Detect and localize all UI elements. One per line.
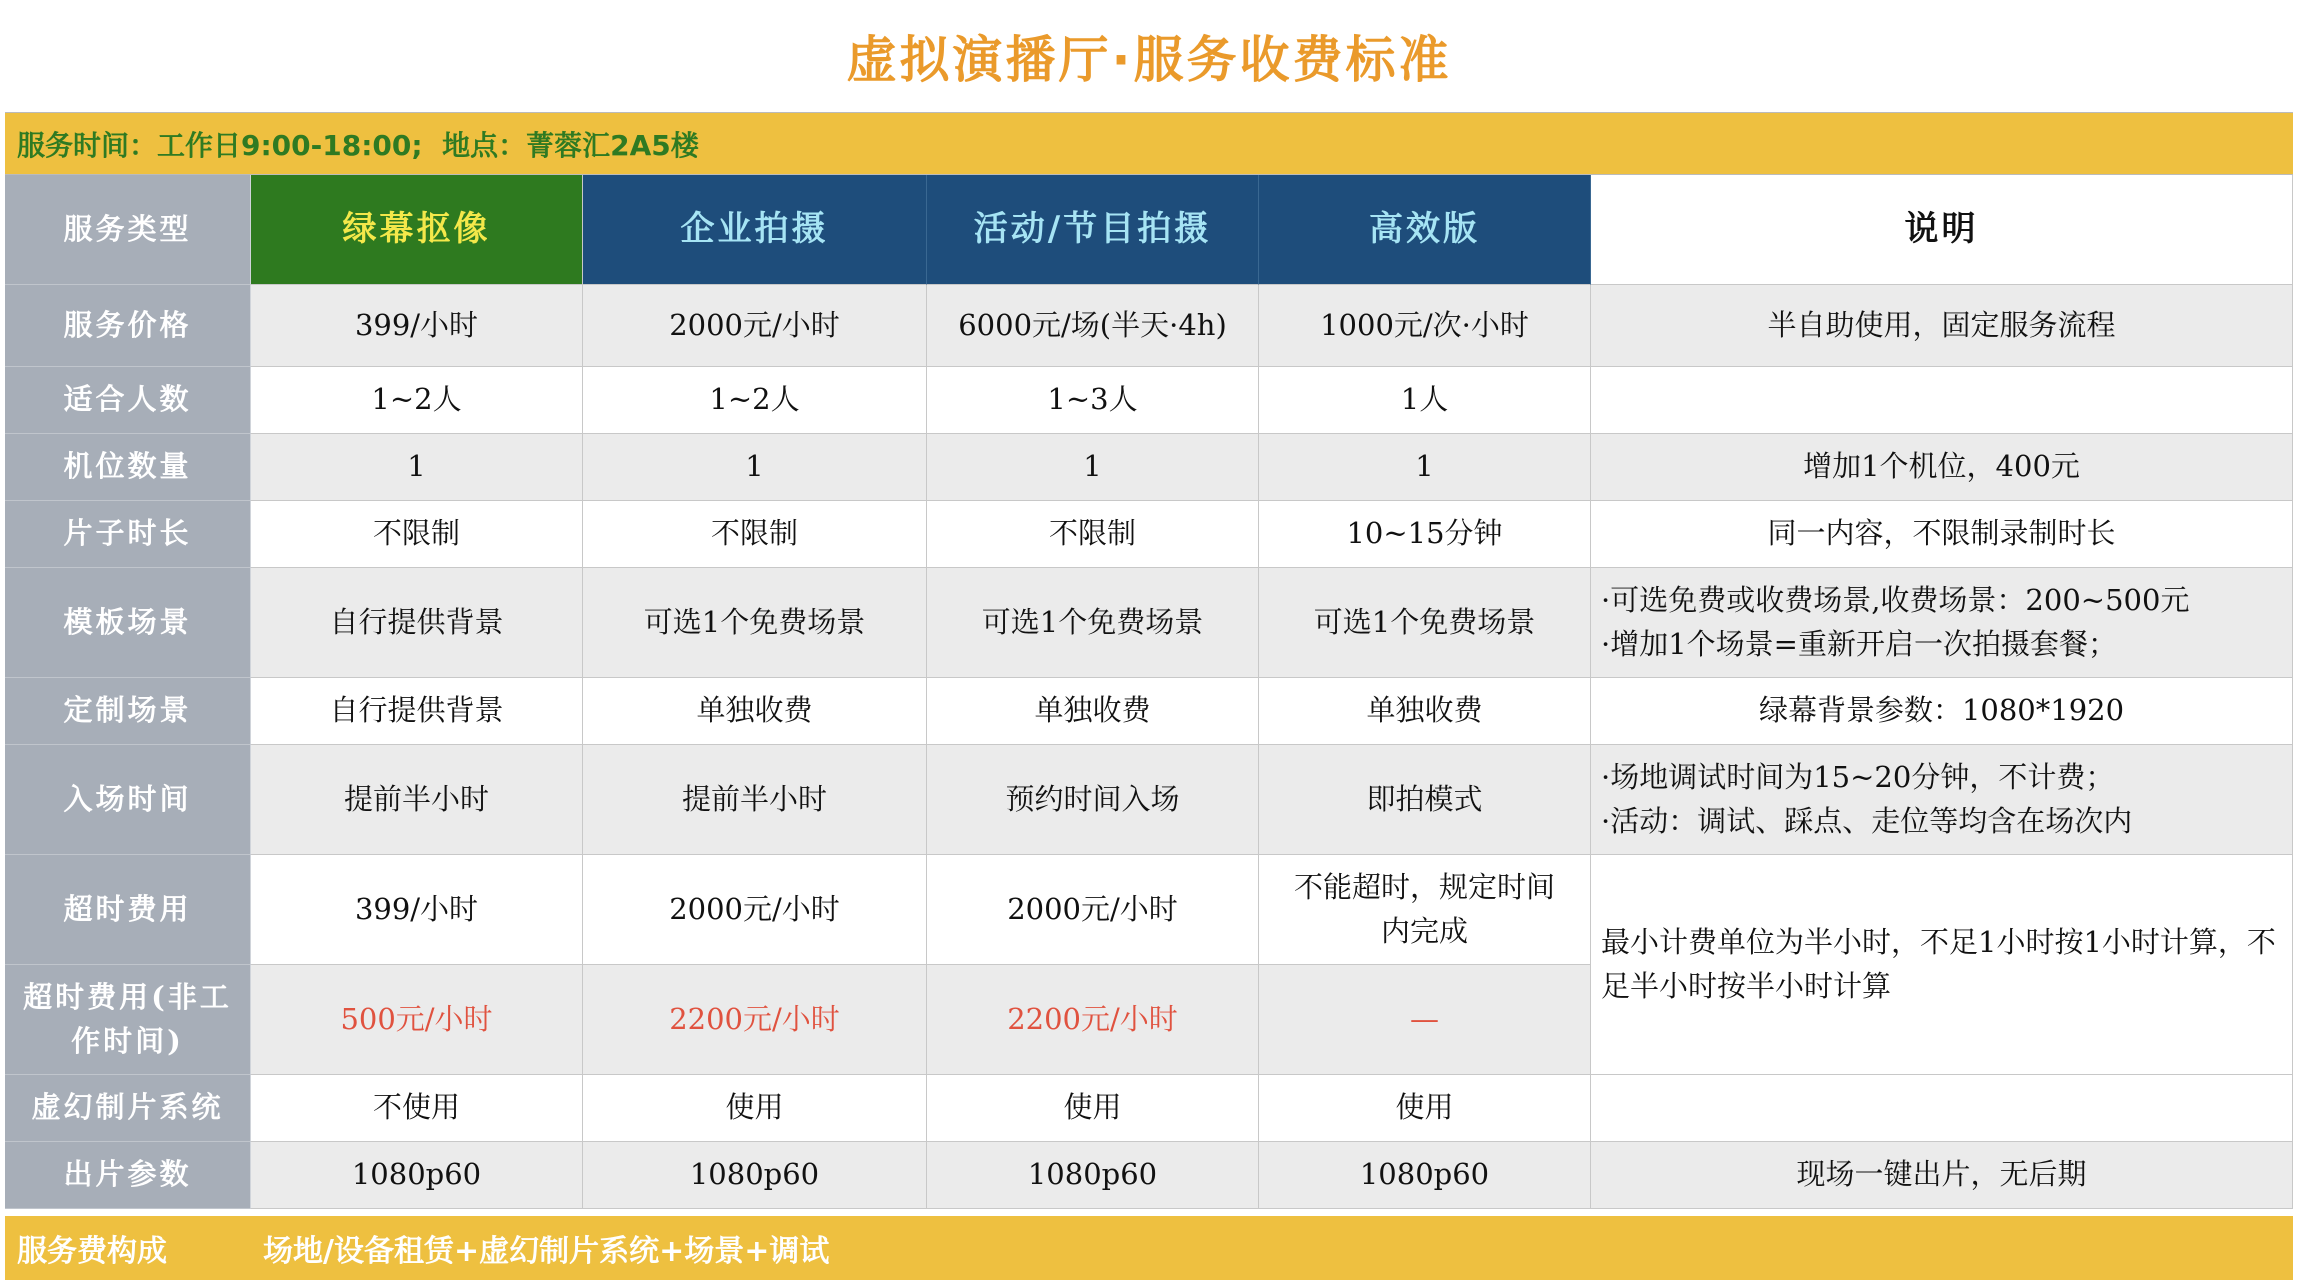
note-unreal-system: [1591, 1075, 2293, 1142]
cell-duration-efficient: 10~15分钟: [1259, 501, 1591, 568]
cell-cameras-efficient: 1: [1259, 434, 1591, 501]
cell-duration-greenscreen: 不限制: [251, 501, 583, 568]
cell-duration-event: 不限制: [927, 501, 1259, 568]
row-label-unreal-system: 虚幻制片系统: [5, 1075, 251, 1142]
cell-template-corporate: 可选1个免费场景: [583, 568, 927, 678]
cell-cameras-event: 1: [927, 434, 1259, 501]
header-efficient: 高效版: [1259, 175, 1591, 285]
cell-output-efficient: 1080p60: [1259, 1142, 1591, 1209]
note-output: 现场一键出片，无后期: [1591, 1142, 2293, 1209]
cell-output-corporate: 1080p60: [583, 1142, 927, 1209]
pricing-table: [5, 175, 2293, 1209]
cell-entry-event: 预约时间入场: [927, 745, 1259, 855]
cell-custom-greenscreen: 自行提供背景: [251, 678, 583, 745]
row-label-template-scene: 模板场景: [5, 568, 251, 678]
cell-unreal-efficient: 使用: [1259, 1075, 1591, 1142]
cell-custom-event: 单独收费: [927, 678, 1259, 745]
cell-unreal-event: 使用: [927, 1075, 1259, 1142]
note-entry-time: [1591, 745, 2293, 855]
note-template-scene: [1591, 568, 2293, 678]
header-event: 活动/节目拍摄: [927, 175, 1259, 285]
cell-offhours-event: 2200元/小时: [927, 965, 1259, 1075]
note-people: [1591, 367, 2293, 434]
header-service-type: 服务类型: [5, 175, 251, 285]
row-label-people: 适合人数: [5, 367, 251, 434]
row-label-overtime: 超时费用: [5, 855, 251, 965]
row-label-duration: 片子时长: [5, 501, 251, 568]
note-price: 半自助使用，固定服务流程: [1591, 285, 2293, 367]
cell-price-efficient: 1000元/次·小时: [1259, 285, 1591, 367]
cell-output-event: 1080p60: [927, 1142, 1259, 1209]
header-greenscreen: 绿幕抠像: [251, 175, 583, 285]
cell-entry-efficient: 即拍模式: [1259, 745, 1591, 855]
cell-custom-efficient: 单独收费: [1259, 678, 1591, 745]
service-info-bar: [5, 112, 2293, 175]
cell-price-event: 6000元/场(半天·4h): [927, 285, 1259, 367]
row-label-cameras: 机位数量: [5, 434, 251, 501]
cell-overtime-event: 2000元/小时: [927, 855, 1259, 965]
note-entry-line-1: ·场地调试时间为15~20分钟，不计费；: [1601, 760, 2115, 794]
cell-output-greenscreen: 1080p60: [251, 1142, 583, 1209]
cell-price-corporate: 2000元/小时: [583, 285, 927, 367]
cell-people-event: 1~3人: [927, 367, 1259, 434]
cell-cameras-greenscreen: 1: [251, 434, 583, 501]
cell-price-greenscreen: 399/小时: [251, 285, 583, 367]
cell-overtime-greenscreen: 399/小时: [251, 855, 583, 965]
note-template-line-2: ·增加1个场景=重新开启一次拍摄套餐；: [1601, 626, 2117, 661]
cell-unreal-greenscreen: 不使用: [251, 1075, 583, 1142]
cell-offhours-greenscreen: 500元/小时: [251, 965, 583, 1075]
note-template-line-1: ·可选免费或收费场景,收费场景：200~500元: [1601, 583, 2190, 617]
header-corporate: 企业拍摄: [583, 175, 927, 285]
cell-offhours-efficient: —: [1259, 965, 1591, 1075]
page-title: 虚拟演播厅·服务收费标准: [846, 31, 1452, 89]
cell-overtime-efficient: 不能超时，规定时间内完成: [1259, 855, 1591, 965]
note-overtime: 最小计费单位为半小时，不足1小时按1小时计算，不足半小时按半小时计算: [1591, 855, 2293, 1075]
note-entry-line-2: ·活动：调试、踩点、走位等均含在场次内: [1601, 803, 2133, 838]
note-cameras: 增加1个机位，400元: [1591, 434, 2293, 501]
cell-cameras-corporate: 1: [583, 434, 927, 501]
fee-composition-label: 服务费构成: [17, 1234, 167, 1269]
fee-composition-value: 场地/设备租赁+虚幻制片系统+场景+调试: [263, 1234, 830, 1269]
note-duration: 同一内容，不限制录制时长: [1591, 501, 2293, 568]
cell-people-greenscreen: 1~2人: [251, 367, 583, 434]
cell-entry-corporate: 提前半小时: [583, 745, 927, 855]
cell-duration-corporate: 不限制: [583, 501, 927, 568]
cell-custom-corporate: 单独收费: [583, 678, 927, 745]
cell-offhours-corporate: 2200元/小时: [583, 965, 927, 1075]
cell-template-efficient: 可选1个免费场景: [1259, 568, 1591, 678]
row-label-output: 出片参数: [5, 1142, 251, 1209]
row-label-entry-time: 入场时间: [5, 745, 251, 855]
note-custom-scene: 绿幕背景参数：1080*1920: [1591, 678, 2293, 745]
cell-unreal-corporate: 使用: [583, 1075, 927, 1142]
cell-template-greenscreen: 自行提供背景: [251, 568, 583, 678]
fee-composition-bar: [5, 1216, 2293, 1280]
service-info-text: 服务时间：工作日9:00-18:00; 地点：菁蓉汇2A5楼: [17, 128, 699, 162]
cell-people-corporate: 1~2人: [583, 367, 927, 434]
row-label-price: 服务价格: [5, 285, 251, 367]
cell-overtime-corporate: 2000元/小时: [583, 855, 927, 965]
row-label-overtime-offhours: 超时费用(非工作时间): [5, 965, 251, 1075]
cell-people-efficient: 1人: [1259, 367, 1591, 434]
cell-template-event: 可选1个免费场景: [927, 568, 1259, 678]
cell-entry-greenscreen: 提前半小时: [251, 745, 583, 855]
header-notes: 说明: [1591, 175, 2293, 285]
row-label-custom-scene: 定制场景: [5, 678, 251, 745]
